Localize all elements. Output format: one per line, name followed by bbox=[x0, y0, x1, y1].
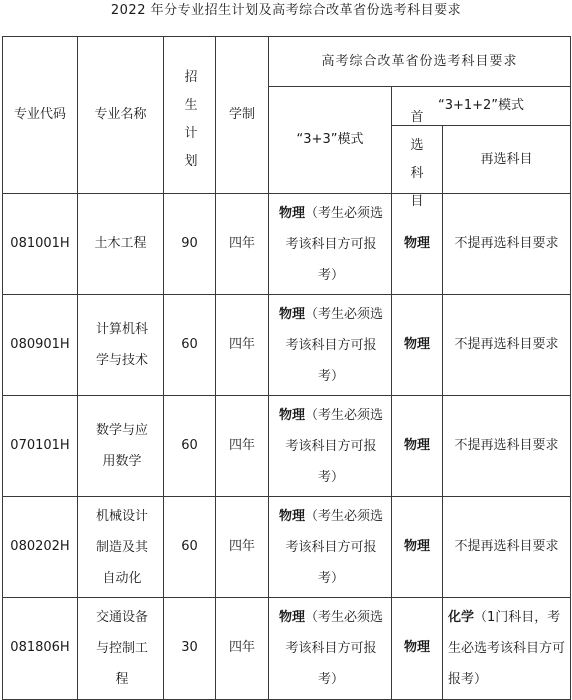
plan-count: 60 bbox=[181, 337, 198, 352]
first-subject: 物理 bbox=[403, 539, 430, 554]
header-mode-3-3: “3+3”模式 bbox=[296, 132, 364, 147]
first-subject: 物理 bbox=[403, 640, 430, 655]
study-years: 四年 bbox=[228, 337, 255, 352]
second-subject-requirement bbox=[443, 194, 570, 294]
header-plan: 招生计划 bbox=[184, 70, 198, 169]
requirement-note: （1门科目，考生必选考该科目方可报考） bbox=[448, 610, 566, 687]
mode-3-3-requirement bbox=[278, 299, 384, 392]
required-subject: 物理 bbox=[278, 206, 305, 221]
header-name: 专业名称 bbox=[94, 107, 147, 122]
header-years: 学制 bbox=[228, 107, 255, 122]
mode-3-3-requirement bbox=[278, 400, 384, 493]
table-border-right bbox=[570, 36, 571, 700]
second-subject-requirement bbox=[443, 396, 570, 496]
header-first-subject: 首选科目 bbox=[410, 110, 424, 209]
second-subject-requirement bbox=[443, 295, 570, 395]
required-subject: 物理 bbox=[278, 408, 305, 423]
requirement-note: （考生必须选考该科目方可报考） bbox=[285, 206, 384, 283]
first-subject: 物理 bbox=[403, 337, 430, 352]
study-years: 四年 bbox=[228, 438, 255, 453]
required-subject: 物理 bbox=[278, 307, 305, 322]
study-years: 四年 bbox=[228, 236, 255, 251]
major-code: 081806H bbox=[10, 640, 70, 655]
header-requirement-group: 高考综合改革省份选考科目要求 bbox=[321, 53, 518, 69]
major-name: 数学与应用数学 bbox=[95, 423, 148, 469]
major-code: 081001H bbox=[10, 236, 70, 251]
study-years: 四年 bbox=[228, 539, 255, 554]
second-subject-requirement bbox=[443, 497, 570, 597]
requirement-note: 不提再选科目要求 bbox=[454, 438, 559, 453]
required-subject: 物理 bbox=[278, 509, 305, 524]
required-subject: 化学 bbox=[448, 610, 475, 625]
major-name: 计算机科学与技术 bbox=[95, 322, 148, 368]
requirement-note: （考生必须选考该科目方可报考） bbox=[285, 509, 384, 586]
plan-count: 30 bbox=[181, 640, 198, 655]
second-subject-requirement bbox=[448, 602, 566, 695]
requirement-note: （考生必须选考该科目方可报考） bbox=[285, 610, 384, 687]
first-subject: 物理 bbox=[403, 236, 430, 251]
study-years: 四年 bbox=[228, 640, 255, 655]
major-code: 070101H bbox=[10, 438, 70, 453]
requirement-note: （考生必须选考该科目方可报考） bbox=[285, 307, 384, 384]
plan-count: 90 bbox=[181, 236, 198, 251]
mode-3-3-requirement bbox=[278, 198, 384, 291]
major-code: 080202H bbox=[10, 539, 70, 554]
required-subject: 物理 bbox=[278, 610, 305, 625]
major-code: 080901H bbox=[10, 337, 70, 352]
header-second-subject: 再选科目 bbox=[480, 151, 533, 167]
page-title: 2022 年分专业招生计划及高考综合改革省份选考科目要求 bbox=[110, 3, 462, 18]
first-subject: 物理 bbox=[403, 438, 430, 453]
header-code: 专业代码 bbox=[13, 107, 66, 122]
requirement-note: 不提再选科目要求 bbox=[454, 539, 559, 554]
plan-count: 60 bbox=[181, 539, 198, 554]
major-name: 土木工程 bbox=[94, 236, 147, 251]
requirement-note: （考生必须选考该科目方可报考） bbox=[285, 408, 384, 485]
mode-3-3-requirement bbox=[278, 501, 384, 594]
requirement-note: 不提再选科目要求 bbox=[454, 337, 559, 352]
requirement-note: 不提再选科目要求 bbox=[454, 236, 559, 251]
header-mode-3-1-2: “3+1+2”模式 bbox=[437, 98, 525, 113]
mode-3-3-requirement bbox=[278, 602, 384, 695]
plan-count: 60 bbox=[181, 438, 198, 453]
major-name: 交通设备与控制工程 bbox=[95, 609, 148, 687]
major-name: 机械设计制造及其自动化 bbox=[95, 508, 148, 586]
